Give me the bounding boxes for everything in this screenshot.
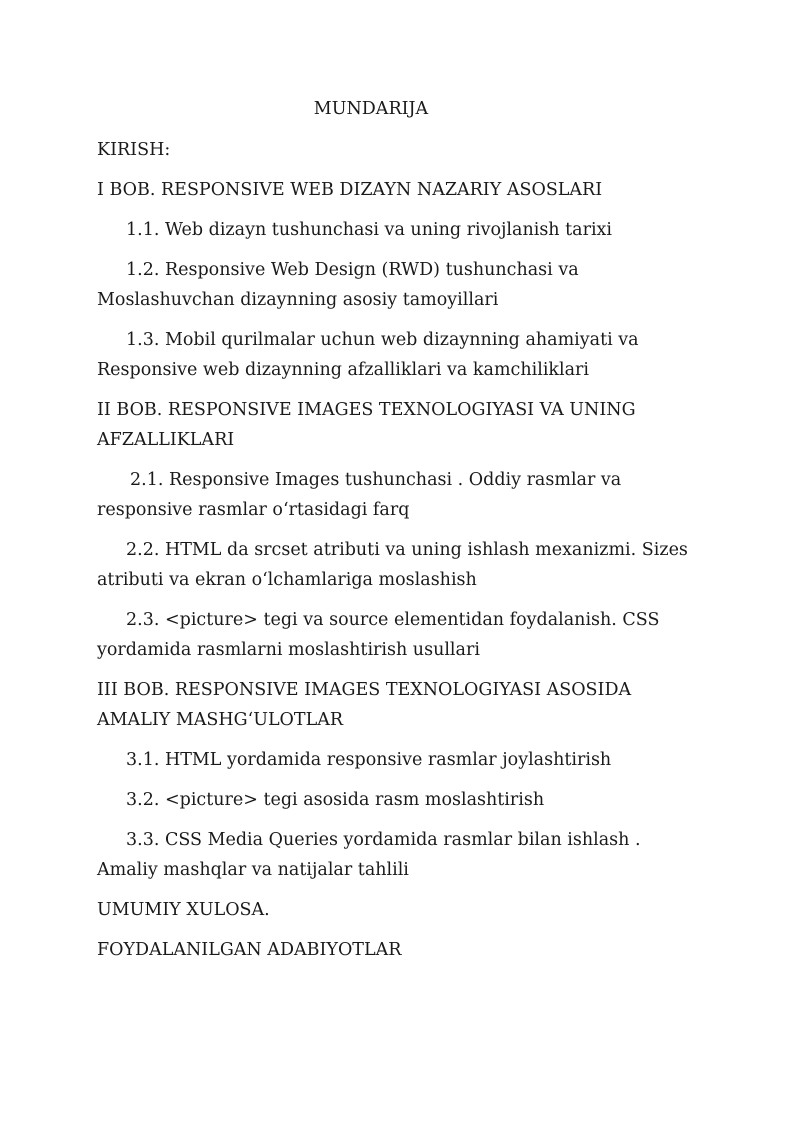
section-1-2: 1.2. Responsive Web Design (RWD) tushunchasi va Moslashuvchan dizaynning asosiy tamoyillari: [97, 260, 579, 310]
section-3-2: 3.2. <picture> tegi asosida rasm moslashtirish: [126, 790, 545, 810]
chapter-3-heading: III BOB. RESPONSIVE IMAGES TEXNOLOGIYASI ASOSIDA AMALIY MASHG‘ULOTLAR: [97, 680, 632, 730]
chapter-2-heading: II BOB. RESPONSIVE IMAGES TEXNOLOGIYASI VA UNING AFZALLIKLARI: [97, 400, 636, 450]
conclusion-entry: UMUMIY XULOSA.: [97, 900, 270, 920]
section-2-3: 2.3. <picture> tegi va source elementidan foydalanish. CSS yordamida rasmlarni moslashtirish usullari: [97, 610, 660, 660]
toc-intro: KIRISH:: [97, 140, 171, 160]
section-2-1: 2.1. Responsive Images tushunchasi . Oddiy rasmlar va responsive rasmlar o‘rtasidagi farq: [97, 470, 622, 520]
section-2-2: 2.2. HTML da srcset atributi va uning ishlash mexanizmi. Sizes atributi va ekran o‘lchamlariga moslashish: [97, 540, 688, 590]
section-1-1: 1.1. Web dizayn tushunchasi va uning rivojlanish tarixi: [126, 220, 613, 240]
section-1-3: 1.3. Mobil qurilmalar uchun web dizaynning ahamiyati va Responsive web dizaynning afzalliklari va kamchiliklari: [97, 330, 639, 380]
section-3-1: 3.1. HTML yordamida responsive rasmlar joylashtirish: [126, 750, 612, 770]
references-entry: FOYDALANILGAN ADABIYOTLAR: [97, 940, 402, 960]
chapter-1-heading: I BOB. RESPONSIVE WEB DIZAYN NAZARIY ASOSLARI: [97, 180, 603, 200]
section-3-3: 3.3. CSS Media Queries yordamida rasmlar bilan ishlash . Amaliy mashqlar va natijalar tahlili: [97, 830, 641, 880]
toc-title: MUNDARIJA: [313, 99, 429, 119]
